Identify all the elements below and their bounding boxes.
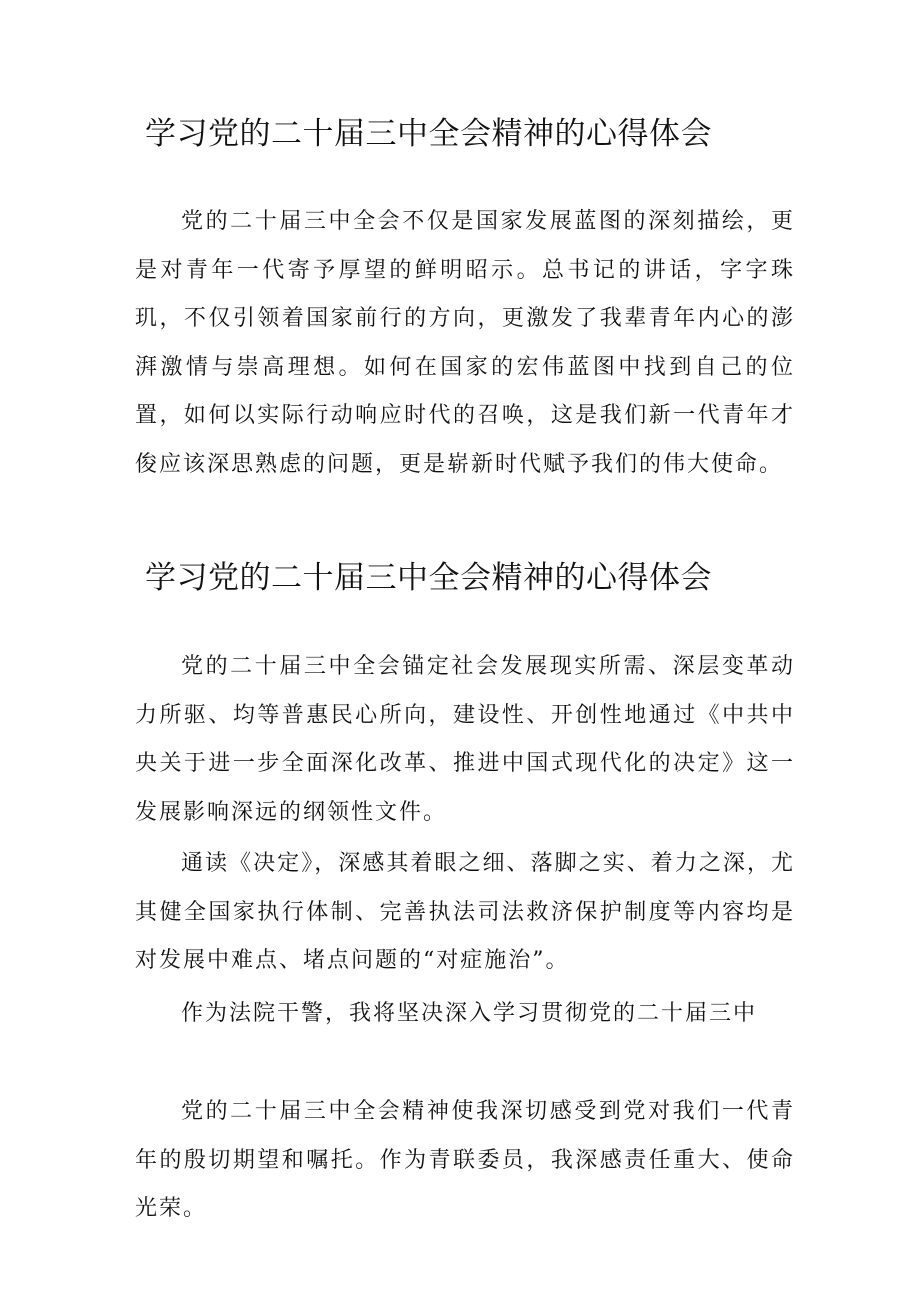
section-2-paragraph-2: 通读《决定》，深感其着眼之细、落脚之实、着力之深，尤其健全国家执行体制、完善执法司法救济保护制度等内容均是对发展中难点、堵点问题的“对症施治”。 xyxy=(135,851,795,973)
section-1-title: 学习党的二十届三中全会精神的心得体会 xyxy=(145,116,712,152)
section-2-paragraph-1: 党的二十届三中全会锚定社会发展现实所需、深层变革动力所驱、均等普惠民心所向，建设性、开创性地通过《中共中央关于进一步全面深化改革、推进中国式现代化的决定》这一发展影响深远的纲领性文件。 xyxy=(135,654,795,825)
section-2-title: 学习党的二十届三中全会精神的心得体会 xyxy=(145,560,712,596)
section-3-paragraph-1: 党的二十届三中全会精神使我深切感受到党对我们一代青年的殷切期望和嘱托。作为青联委员，我深感责任重大、使命光荣。 xyxy=(135,1099,795,1221)
section-1-paragraph-1: 党的二十届三中全会不仅是国家发展蓝图的深刻描绘，更是对青年一代寄予厚望的鲜明昭示。总书记的讲话，字字珠玑，不仅引领着国家前行的方向，更激发了我辈青年内心的澎湃激情与崇高理想。如何在国家的宏伟蓝图中找到自己的位置，如何以实际行动响应时代的召唤，这是我们新一代青年才俊应该深思熟虑的问题，更是崭新时代赋予我们的伟大使命。 xyxy=(135,209,795,477)
section-2-paragraph-3: 作为法院干警，我将坚决深入学习贯彻党的二十届三中 xyxy=(181,1001,758,1026)
